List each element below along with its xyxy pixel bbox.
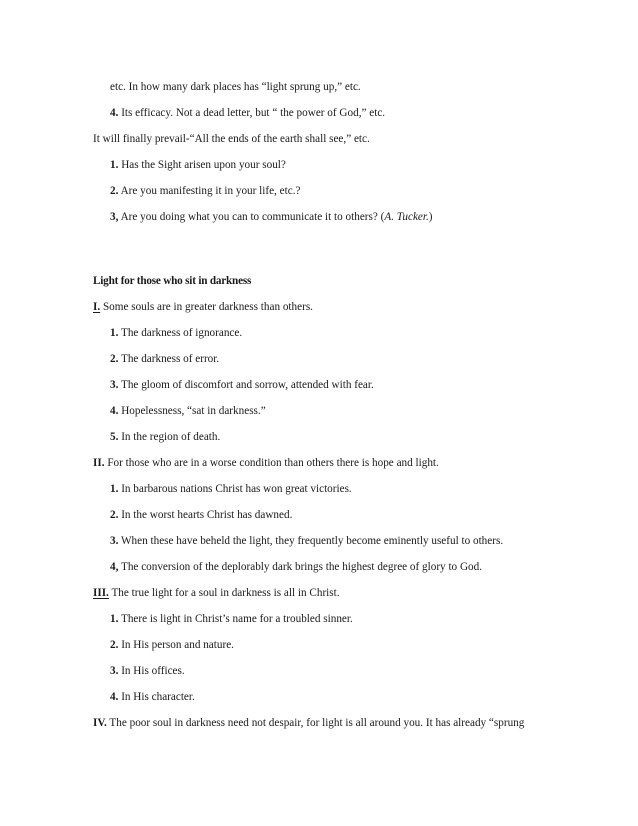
section-heading: Light for those who sit in darkness	[93, 275, 252, 287]
list-item: II. For those who are in a worse condition than others there is hope and light.	[93, 457, 439, 469]
citation-author: A. Tucker.	[384, 211, 429, 223]
item-number: 3.	[110, 535, 119, 547]
item-number: 4,	[110, 561, 119, 573]
item-number: 2.	[110, 509, 119, 521]
item-number: 3.	[110, 379, 119, 391]
item-number: 4.	[110, 691, 119, 703]
list-item: 2. Are you manifesting it in your life, etc.?	[110, 185, 301, 197]
item-number: II.	[93, 457, 105, 469]
list-item: 2. In His person and nature.	[110, 639, 234, 651]
list-item: 2. The darkness of error.	[110, 353, 220, 365]
item-number: 5.	[110, 431, 119, 443]
item-number: IV.	[93, 717, 107, 729]
list-item: 2. In the worst hearts Christ has dawned.	[110, 509, 293, 521]
list-item: 4, The conversion of the deplorably dark brings the highest degree of glory to God.	[110, 561, 483, 573]
list-item: 3, Are you doing what you can to communicate it to others? (A. Tucker.)	[110, 211, 433, 223]
list-item: 3. In His offices.	[110, 665, 185, 677]
list-item: 3. When these have beheld the light, they frequently become eminently useful to others.	[110, 535, 504, 547]
item-number: 1.	[110, 483, 119, 495]
list-item: 1. There is light in Christ’s name for a troubled sinner.	[110, 613, 353, 625]
list-item: 4. In His character.	[110, 691, 195, 703]
text-line: It will finally prevail-“All the ends of the earth shall see,” etc.	[93, 133, 370, 145]
item-number: 1.	[110, 327, 119, 339]
item-number: 3,	[110, 211, 119, 223]
item-number: 2.	[110, 353, 119, 365]
list-item: 4. Its efficacy. Not a dead letter, but “ the power of God,” etc.	[110, 107, 386, 119]
list-item: 1. In barbarous nations Christ has won great victories.	[110, 483, 352, 495]
item-number: 4.	[110, 405, 119, 417]
item-number: III.	[93, 587, 109, 599]
item-number: 1.	[110, 159, 119, 171]
list-item: IV. The poor soul in darkness need not despair, for light is all around you. It has already “sprung	[93, 717, 525, 729]
item-number: 2.	[110, 185, 119, 197]
item-number: 4.	[110, 107, 119, 119]
list-item: 4. Hopelessness, “sat in darkness.”	[110, 405, 266, 417]
item-number: 1.	[110, 613, 119, 625]
list-item: 3. The gloom of discomfort and sorrow, attended with fear.	[110, 379, 374, 391]
item-number: 2.	[110, 639, 119, 651]
item-number: 3.	[110, 665, 119, 677]
list-item: 1. The darkness of ignorance.	[110, 327, 243, 339]
list-item: III. The true light for a soul in darkness is all in Christ.	[93, 587, 340, 599]
item-number: I.	[93, 301, 101, 313]
list-item: 5. In the region of death.	[110, 431, 221, 443]
text-line: etc. In how many dark places has “light sprung up,” etc.	[110, 81, 361, 93]
list-item: I. Some souls are in greater darkness than others.	[93, 301, 313, 313]
list-item: 1. Has the Sight arisen upon your soul?	[110, 159, 286, 171]
